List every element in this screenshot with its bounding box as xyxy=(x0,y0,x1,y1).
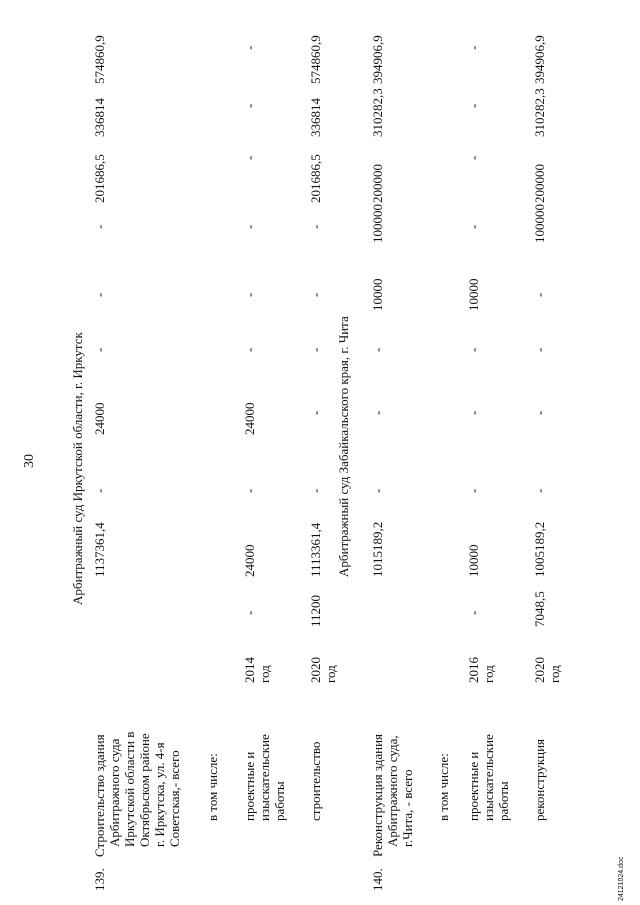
subheader-including: в том числе: xyxy=(205,753,220,821)
row-design-label xyxy=(242,734,287,821)
label-line: изыскательские xyxy=(257,734,272,821)
row-design2-year: 2016 год xyxy=(466,657,496,683)
row-construction-total: 1113361,4 xyxy=(308,522,323,577)
item-140-value-total: 1015189,2 xyxy=(370,521,385,577)
row-reconstruction-value-2: - xyxy=(532,488,547,493)
item-139-value-4: - xyxy=(92,347,107,352)
title-line: г.Чита, - всего xyxy=(400,769,415,847)
item-140-value-3: - xyxy=(370,410,385,415)
row-design2-value-5: 10000 xyxy=(466,278,481,311)
title-line: Арбитражного суда xyxy=(107,738,122,847)
row-reconstruction-year: 2020 год xyxy=(532,657,562,683)
item-140-value-8: 310282,3 xyxy=(370,88,385,137)
row-design-value-5: - xyxy=(242,292,257,297)
row-design2-value-8: - xyxy=(466,103,481,108)
row-design2-value-6: - xyxy=(466,224,481,229)
label-line: работы xyxy=(272,781,287,821)
row-construction-value-7: 201686,5 xyxy=(308,154,323,203)
item-140-value-2: - xyxy=(370,488,385,493)
row-construction-value-5: - xyxy=(308,292,323,297)
row-reconstruction-value-6: 100000 xyxy=(532,204,547,243)
title-line: Советская,- всего xyxy=(167,750,182,847)
row-reconstruction-value-5: - xyxy=(532,292,547,297)
item-140-title xyxy=(370,734,415,857)
row-reconstruction-value-3: - xyxy=(532,410,547,415)
section-header-chita: Арбитражный суд Забайкальского края, г. Чита xyxy=(336,316,351,577)
row-construction-v1: 11200 xyxy=(308,594,323,627)
item-139-value-2: - xyxy=(92,488,107,493)
section-header-irkutsk: Арбитражный суд Иркутской области, г. Иркутск xyxy=(70,332,85,605)
row-construction-value-2: - xyxy=(308,488,323,493)
title-line: Октябрьском районе xyxy=(137,733,152,847)
row-construction-value-8: 336814 xyxy=(308,98,323,137)
row-construction-value-6: - xyxy=(308,224,323,229)
row-reconstruction-value-9: 394906,9 xyxy=(532,35,547,84)
row-construction-year: 2020 год xyxy=(308,657,338,683)
row-design-total: 24000 xyxy=(242,544,257,577)
title-line: Арбитражного суда, xyxy=(385,735,400,847)
row-reconstruction-total: 1005189,2 xyxy=(532,521,547,577)
row-design-v1: - xyxy=(242,610,257,615)
item-139-title xyxy=(92,732,182,857)
item-140-value-5: 10000 xyxy=(370,278,385,311)
row-construction-label: строительство xyxy=(308,741,323,821)
item-139-value-7: 201686,5 xyxy=(92,154,107,203)
item-140-value-4: - xyxy=(370,347,385,352)
row-design2-value-9: - xyxy=(466,45,481,50)
row-design-value-7: - xyxy=(242,155,257,160)
label-line: проектные и xyxy=(466,751,481,821)
row-design-value-9: - xyxy=(242,45,257,50)
row-design2-total: 10000 xyxy=(466,544,481,577)
item-139-value-8: 336814 xyxy=(92,98,107,137)
item-140-value-7: 200000 xyxy=(370,164,385,203)
row-design-value-2: - xyxy=(242,488,257,493)
row-construction-value-4: - xyxy=(308,347,323,352)
row-design2-value-7: - xyxy=(466,155,481,160)
row-design2-value-3: - xyxy=(466,410,481,415)
row-design2-value-4: - xyxy=(466,347,481,352)
row-reconstruction-value-4: - xyxy=(532,347,547,352)
item-number-140: 140. xyxy=(370,868,385,891)
row-design2-v1: - xyxy=(466,610,481,615)
item-139-value-9: 574860,9 xyxy=(92,35,107,84)
row-design-value-6: - xyxy=(242,224,257,229)
row-construction-value-9: 574860,9 xyxy=(308,35,323,84)
item-139-value-5: - xyxy=(92,292,107,297)
label-line: проектные и xyxy=(242,751,257,821)
item-140-value-6: 100000 xyxy=(370,204,385,243)
row-design-value-8: - xyxy=(242,103,257,108)
row-design-year: 2014 год xyxy=(242,657,272,683)
row-design-value-3: 24000 xyxy=(242,402,257,435)
item-139-value-6: - xyxy=(92,224,107,229)
title-line: Реконструкция здания xyxy=(370,733,385,857)
title-line: Иркутской области в xyxy=(122,731,137,847)
item-number-139: 139. xyxy=(92,868,107,891)
row-reconstruction-v1: 7048,5 xyxy=(532,591,547,627)
title-line: г. Иркутска, ул. 4-я xyxy=(152,742,167,847)
row-design2-label xyxy=(466,734,511,821)
row-construction-value-3: - xyxy=(308,410,323,415)
label-line: изыскательские xyxy=(481,734,496,821)
item-139-value-3: 24000 xyxy=(92,402,107,435)
file-id: 24121024.doc xyxy=(618,856,625,901)
row-design-value-4: - xyxy=(242,347,257,352)
title-line: Строительство здания xyxy=(92,734,107,857)
page-number: 30 xyxy=(22,454,37,468)
row-reconstruction-value-8: 310282,3 xyxy=(532,88,547,137)
row-reconstruction-label: реконструкция xyxy=(532,738,547,821)
row-design2-value-2: - xyxy=(466,488,481,493)
item-140-value-9: 394906,9 xyxy=(370,35,385,84)
row-reconstruction-value-7: 200000 xyxy=(532,164,547,203)
label-line: работы xyxy=(496,781,511,821)
item-139-value-total: 1137361,4 xyxy=(92,522,107,577)
subheader-including-2: в том числе: xyxy=(436,753,451,821)
